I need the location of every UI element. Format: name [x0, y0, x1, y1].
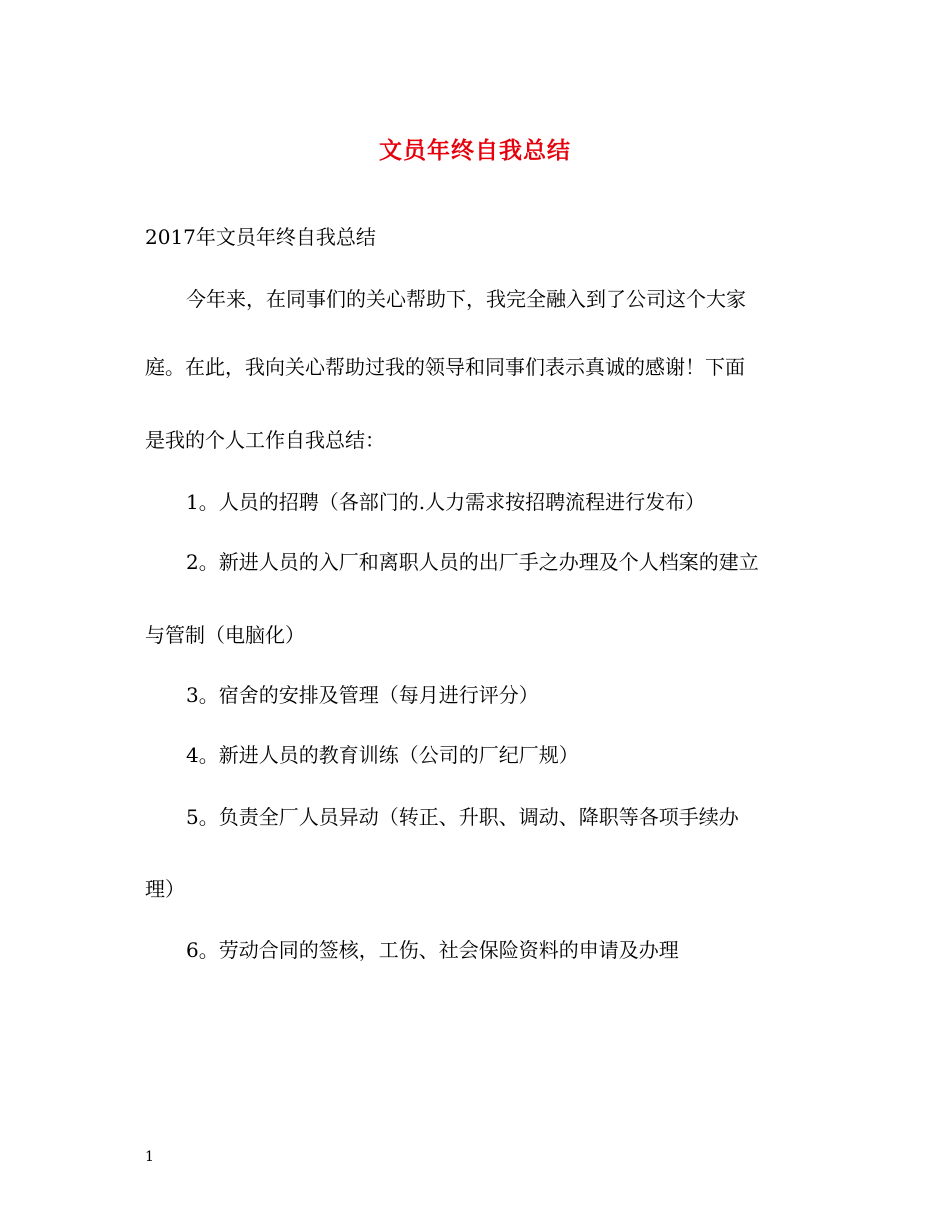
- list-item-2-line-1: 2。新进人员的入厂和离职人员的出厂手之办理及个人档案的建立: [186, 550, 759, 574]
- intro-line-3: 是我的个人工作自我总结：: [145, 428, 385, 452]
- intro-line-1: 今年来，在同事们的关心帮助下，我完全融入到了公司这个大家: [186, 287, 746, 311]
- document-subtitle: 2017年文员年终自我总结: [145, 225, 376, 249]
- intro-line-2: 庭。在此，我向关心帮助过我的领导和同事们表示真诚的感谢！下面: [145, 355, 745, 379]
- list-item-1: 1。人员的招聘（各部门的.人力需求按招聘流程进行发布）: [186, 490, 706, 514]
- list-item-2-line-2: 与管制（电脑化）: [145, 623, 305, 647]
- document-title: 文员年终自我总结: [379, 137, 571, 164]
- list-item-5-line-1: 5。负责全厂人员异动（转正、升职、调动、降职等各项手续办: [186, 805, 739, 829]
- list-item-5-line-2: 理）: [145, 877, 185, 901]
- list-item-6: 6。劳动合同的签核，工伤、社会保险资料的申请及办理: [186, 938, 679, 962]
- list-item-4: 4。新进人员的教育训练（公司的厂纪厂规）: [186, 743, 579, 767]
- page-number: 1: [145, 1149, 154, 1165]
- list-item-3: 3。宿舍的安排及管理（每月进行评分）: [186, 683, 539, 707]
